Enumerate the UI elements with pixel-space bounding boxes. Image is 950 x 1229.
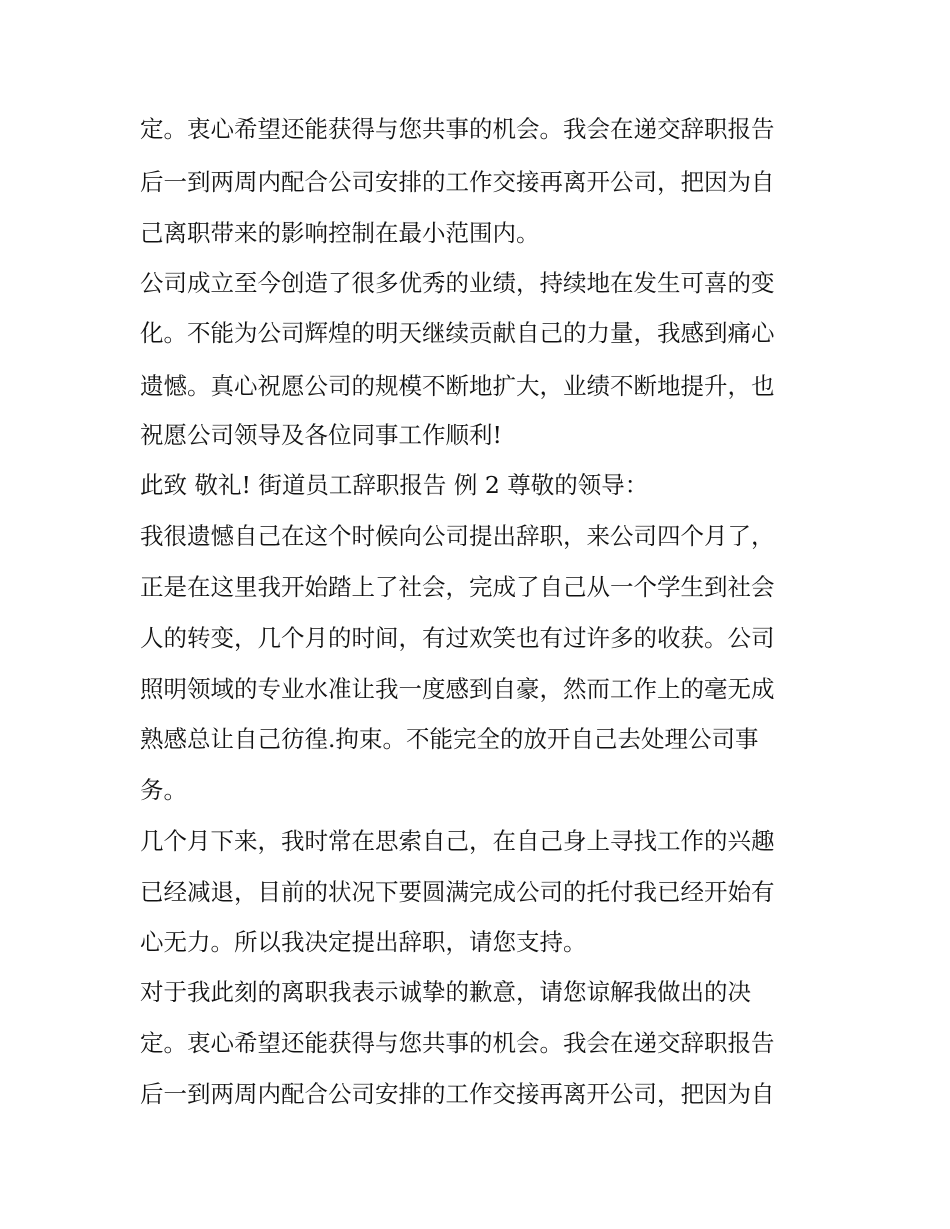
text-line: 定。衷心希望还能获得与您共事的机会。我会在递交辞职报告 [140,115,775,143]
text-line: 心无力。所以我决定提出辞职，请您支持。 [140,928,587,956]
text-line: 祝愿公司领导及各位同事工作顺利! [140,421,502,449]
text-line: 化。不能为公司辉煌的明天继续贡献自己的力量，我感到痛心 [140,319,775,347]
text-line: 我很遗憾自己在这个时候向公司提出辞职，来公司四个月了， [140,522,775,550]
text-line: 熟感总让自己彷徨.拘束。不能完全的放开自己去处理公司事 [140,725,759,753]
text-line: 对于我此刻的离职我表示诚挚的歉意，请您谅解我做出的决 [140,978,751,1006]
text-line: 己离职带来的影响控制在最小范围内。 [140,219,540,247]
text-line: 正是在这里我开始踏上了社会，完成了自己从一个学生到社会 [140,573,775,601]
text-line: 后一到两周内配合公司安排的工作交接再离开公司，把因为自 [140,1080,775,1108]
text-line: 人的转变，几个月的时间，有过欢笑也有过许多的收获。公司 [140,624,775,652]
text-line: 已经减退，目前的状况下要圆满完成公司的托付我已经开始有 [140,878,775,906]
text-line: 此致 敬礼! 街道员工辞职报告 例 2 尊敬的领导： [140,471,649,499]
text-line: 定。衷心希望还能获得与您共事的机会。我会在递交辞职报告 [140,1029,775,1057]
text-line: 遗憾。真心祝愿公司的规模不断地扩大，业绩不断地提升，也 [140,372,775,400]
text-line: 后一到两周内配合公司安排的工作交接再离开公司，把因为自 [140,168,775,196]
text-line: 几个月下来，我时常在思索自己，在自己身上寻找工作的兴趣 [140,827,775,855]
text-line: 务。 [140,776,187,804]
text-line: 照明领域的专业水准让我一度感到自豪，然而工作上的毫无成 [140,675,775,703]
text-line: 公司成立至今创造了很多优秀的业绩，持续地在发生可喜的变 [140,269,775,297]
